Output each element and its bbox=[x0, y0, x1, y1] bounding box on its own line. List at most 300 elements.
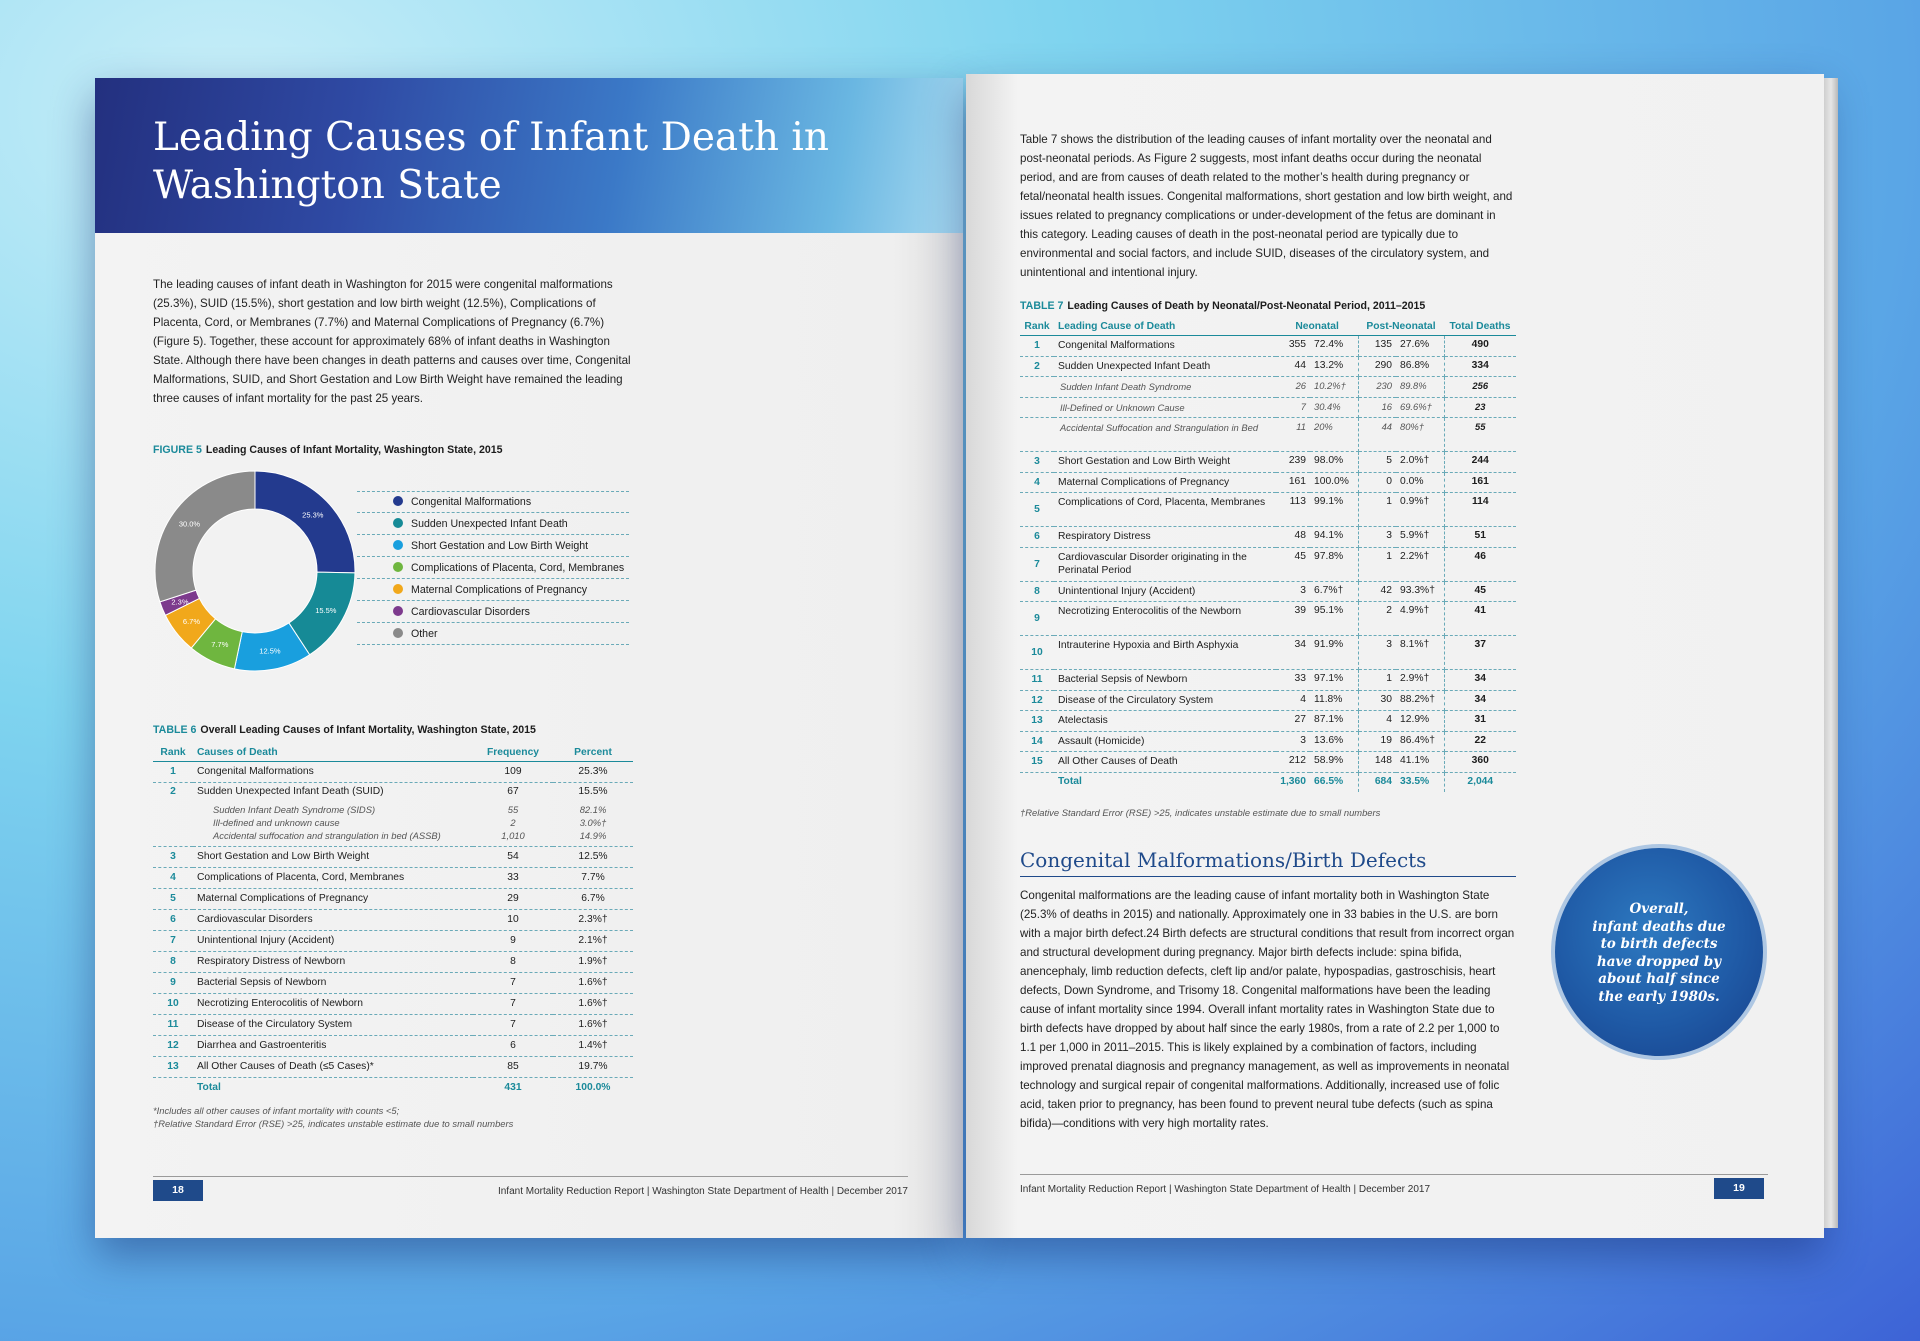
cause-cell: Respiratory Distress bbox=[1054, 527, 1276, 548]
page-number: 18 bbox=[153, 1180, 203, 1201]
cause-cell: Short Gestation and Low Birth Weight bbox=[1054, 452, 1276, 473]
rank-cell: 13 bbox=[1020, 711, 1054, 732]
total-percent: 100.0% bbox=[575, 1082, 611, 1094]
total-deaths: 22 bbox=[1444, 731, 1516, 752]
neonatal-percent: 20% bbox=[1310, 418, 1358, 452]
total-neonatal-percent: 66.5% bbox=[1310, 772, 1358, 792]
cause-cell: All Other Causes of Death (≤5 Cases)* bbox=[193, 1057, 473, 1078]
rank-cell: 15 bbox=[1020, 752, 1054, 773]
slice-label: 2.3% bbox=[171, 597, 189, 607]
total-deaths: 51 bbox=[1444, 527, 1516, 548]
table-row bbox=[153, 973, 633, 994]
table-row bbox=[1020, 752, 1516, 773]
postneonatal-percent: 89.8% bbox=[1396, 377, 1444, 398]
neonatal-count: 44 bbox=[1276, 356, 1310, 377]
neonatal-count: 113 bbox=[1276, 493, 1310, 527]
table-row bbox=[153, 889, 633, 910]
footer-rule bbox=[1020, 1174, 1768, 1175]
frequency-cell: 1,010 bbox=[473, 829, 553, 847]
rank-cell bbox=[153, 829, 193, 847]
cause-cell: Ill-defined and unknown cause bbox=[213, 817, 340, 829]
table-subrow bbox=[153, 829, 633, 847]
table-row bbox=[1020, 581, 1516, 602]
table-row bbox=[1020, 377, 1516, 398]
table-row bbox=[153, 1015, 633, 1036]
percent-cell: 15.5% bbox=[578, 786, 608, 797]
legend-swatch bbox=[393, 562, 403, 572]
rank-cell: 4 bbox=[153, 868, 193, 889]
legend-swatch bbox=[393, 518, 403, 528]
neonatal-count: 7 bbox=[1276, 397, 1310, 418]
neonatal-percent: 58.9% bbox=[1310, 752, 1358, 773]
postneonatal-percent: 27.6% bbox=[1396, 336, 1444, 357]
neonatal-percent: 100.0% bbox=[1310, 472, 1358, 493]
table-row bbox=[1020, 636, 1516, 670]
rank-cell: 7 bbox=[153, 931, 193, 952]
neonatal-percent: 13.6% bbox=[1310, 731, 1358, 752]
neonatal-count: 34 bbox=[1276, 636, 1310, 670]
legend-item bbox=[357, 579, 629, 601]
table-row bbox=[153, 762, 633, 783]
rank-cell: 2 bbox=[170, 786, 176, 797]
neonatal-percent: 95.1% bbox=[1310, 602, 1358, 636]
frequency-cell: 29 bbox=[473, 889, 553, 910]
cause-cell: Bacterial Sepsis of Newborn bbox=[1054, 670, 1276, 691]
percent-cell: 3.0%† bbox=[579, 817, 607, 829]
rank-cell bbox=[153, 816, 193, 829]
table-row bbox=[1020, 670, 1516, 691]
neonatal-count: 45 bbox=[1276, 547, 1310, 581]
percent-cell: 19.7% bbox=[553, 1057, 633, 1078]
frequency-cell: 8 bbox=[473, 952, 553, 973]
slice-label: 25.3% bbox=[302, 510, 324, 520]
figure-title: Leading Causes of Infant Mortality, Washington State, 2015 bbox=[205, 444, 503, 456]
cause-cell: Maternal Complications of Pregnancy bbox=[193, 889, 473, 910]
neonatal-percent: 30.4% bbox=[1310, 397, 1358, 418]
section-heading: Congenital Malformations/Birth Defects bbox=[1020, 848, 1516, 877]
neonatal-percent: 97.8% bbox=[1310, 547, 1358, 581]
total-label: Total bbox=[1058, 775, 1082, 787]
column-header: Frequency bbox=[473, 744, 553, 762]
total-deaths: 114 bbox=[1444, 493, 1516, 527]
rank-cell: 12 bbox=[1020, 690, 1054, 711]
rank-cell bbox=[153, 803, 193, 816]
legend-label: Other bbox=[411, 628, 438, 640]
table-row bbox=[1020, 690, 1516, 711]
postneonatal-count: 135 bbox=[1358, 336, 1396, 357]
callout-line: Overall, bbox=[1629, 901, 1689, 917]
postneonatal-count: 0 bbox=[1358, 472, 1396, 493]
table-row bbox=[153, 847, 633, 868]
column-header: Neonatal bbox=[1276, 318, 1358, 336]
cause-cell: Cardiovascular Disorders bbox=[193, 910, 473, 931]
neonatal-percent: 10.2%† bbox=[1310, 377, 1358, 398]
table-row bbox=[153, 1036, 633, 1057]
table7-label bbox=[1020, 300, 1425, 312]
figure-number: FIGURE 5 bbox=[153, 444, 202, 456]
rank-cell: 14 bbox=[1020, 731, 1054, 752]
rank-cell: 5 bbox=[1020, 493, 1054, 527]
rank-cell: 8 bbox=[153, 952, 193, 973]
rank-cell: 9 bbox=[153, 973, 193, 994]
total-deaths: 34 bbox=[1444, 690, 1516, 711]
neonatal-count: 212 bbox=[1276, 752, 1310, 773]
legend-item bbox=[357, 623, 629, 645]
postneonatal-count: 16 bbox=[1358, 397, 1396, 418]
total-deaths: 161 bbox=[1444, 472, 1516, 493]
cause-cell: All Other Causes of Death bbox=[1054, 752, 1276, 773]
title-banner bbox=[95, 78, 963, 233]
total-deaths: 41 bbox=[1444, 602, 1516, 636]
postneonatal-count: 44 bbox=[1358, 418, 1396, 452]
rank-cell: 7 bbox=[1020, 547, 1054, 581]
postneonatal-count: 30 bbox=[1358, 690, 1396, 711]
neonatal-count: 4 bbox=[1276, 690, 1310, 711]
neonatal-count: 27 bbox=[1276, 711, 1310, 732]
rank-cell: 6 bbox=[1020, 527, 1054, 548]
table7-title: Leading Causes of Death by Neonatal/Post-Neonatal Period, 2011–2015 bbox=[1067, 300, 1426, 312]
column-header: Causes of Death bbox=[193, 744, 473, 762]
total-deaths: 2,044 bbox=[1467, 775, 1494, 787]
rank-cell: 10 bbox=[1020, 636, 1054, 670]
cause-cell: Bacterial Sepsis of Newborn bbox=[193, 973, 473, 994]
frequency-cell: 109 bbox=[473, 762, 553, 783]
column-header: Total Deaths bbox=[1444, 318, 1516, 336]
neonatal-count: 355 bbox=[1276, 336, 1310, 357]
legend-item bbox=[357, 513, 629, 535]
table-row bbox=[153, 994, 633, 1015]
frequency-cell: 85 bbox=[473, 1057, 553, 1078]
legend-swatch bbox=[393, 540, 403, 550]
frequency-cell: 6 bbox=[473, 1036, 553, 1057]
cause-cell: Disease of the Circulatory System bbox=[1054, 690, 1276, 711]
neonatal-percent: 13.2% bbox=[1310, 356, 1358, 377]
table6 bbox=[153, 744, 633, 1098]
table-row bbox=[1020, 397, 1516, 418]
cause-cell: Sudden Infant Death Syndrome bbox=[1054, 377, 1276, 398]
frequency-cell: 10 bbox=[473, 910, 553, 931]
percent-cell: 1.9%† bbox=[553, 952, 633, 973]
total-postneonatal: 684 bbox=[1374, 775, 1392, 787]
callout-line: to birth defects bbox=[1600, 936, 1718, 952]
running-footer: Infant Mortality Reduction Report | Washington State Department of Health | December 2017 bbox=[1020, 1184, 1431, 1195]
table-row bbox=[1020, 711, 1516, 732]
table6-label bbox=[153, 724, 536, 736]
postneonatal-count: 1 bbox=[1358, 670, 1396, 691]
legend-swatch bbox=[393, 628, 403, 638]
rank-cell: 11 bbox=[153, 1015, 193, 1036]
table-row bbox=[1020, 527, 1516, 548]
rank-cell: 3 bbox=[1020, 452, 1054, 473]
postneonatal-count: 19 bbox=[1358, 731, 1396, 752]
footnote-1: *Includes all other causes of infant mortality with counts <5; bbox=[153, 1105, 400, 1116]
cause-cell: Congenital Malformations bbox=[1054, 336, 1276, 357]
legend-label: Short Gestation and Low Birth Weight bbox=[411, 540, 589, 552]
rank-cell: 12 bbox=[153, 1036, 193, 1057]
postneonatal-count: 5 bbox=[1358, 452, 1396, 473]
rank-cell: 11 bbox=[1020, 670, 1054, 691]
frequency-cell: 7 bbox=[473, 1015, 553, 1036]
cause-cell: Unintentional Injury (Accident) bbox=[193, 931, 473, 952]
cause-cell: Respiratory Distress of Newborn bbox=[193, 952, 473, 973]
postneonatal-count: 290 bbox=[1358, 356, 1396, 377]
frequency-cell: 2 bbox=[510, 817, 516, 829]
table-subrow bbox=[153, 816, 633, 829]
postneonatal-percent: 69.6%† bbox=[1396, 397, 1444, 418]
cause-cell: Maternal Complications of Pregnancy bbox=[1054, 472, 1276, 493]
percent-cell: 1.6%† bbox=[553, 1015, 633, 1036]
postneonatal-percent: 86.8% bbox=[1396, 356, 1444, 377]
total-deaths: 55 bbox=[1444, 418, 1516, 452]
table6-number: TABLE 6 bbox=[153, 724, 197, 736]
postneonatal-count: 3 bbox=[1358, 527, 1396, 548]
right-intro-paragraph: Table 7 shows the distribution of the leading causes of infant mortality over the neonatal and post-neonatal periods. As Figure 2 suggests, most infant deaths occur during the neonatal period, and are from causes of death related to the mother’s health during pregnancy or fetal/neonatal health issues. Congenital malformations, short gestation and low birth weight, and issues related to pregnancy complications or under-development of the fetus are dominant in this category. Leading causes of death in the post-neonatal period are typically due to environmental and social factors, and include SUID, diseases of the circulatory system, and unintentional and intentional injury. bbox=[1020, 133, 1513, 279]
neonatal-count: 161 bbox=[1276, 472, 1310, 493]
total-frequency: 431 bbox=[504, 1082, 522, 1094]
postneonatal-percent: 0.0% bbox=[1396, 472, 1444, 493]
legend-swatch bbox=[393, 496, 403, 506]
intro-paragraph: The leading causes of infant death in Washington for 2015 were congenital malformations (25.3%), SUID (15.5%), short gestation and low birth weight (12.5%), Complications of Placenta, Cord, or Membranes (7.7%) and Maternal Complications of Pregnancy (6.7%) (Figure 5). Together, these account for approximately 68% of infant deaths in Washington State. Although there have been changes in death patterns and causes over time, Congenital Malformations, SUID, and Short Gestation and Low Birth Weight have remained the leading three causes of infant mortality for the past 25 years. bbox=[153, 278, 631, 405]
postneonatal-count: 148 bbox=[1358, 752, 1396, 773]
rank-cell: 2 bbox=[1020, 356, 1054, 377]
cause-cell: Accidental Suffocation and Strangulation in Bed bbox=[1054, 418, 1276, 452]
neonatal-percent: 98.0% bbox=[1310, 452, 1358, 473]
cause-cell: Complications of Cord, Placenta, Membranes bbox=[1054, 493, 1276, 527]
rank-cell: 6 bbox=[153, 910, 193, 931]
total-deaths: 244 bbox=[1444, 452, 1516, 473]
neonatal-count: 39 bbox=[1276, 602, 1310, 636]
slice-label: 30.0% bbox=[178, 519, 201, 529]
postneonatal-count: 230 bbox=[1358, 377, 1396, 398]
left-page bbox=[95, 78, 963, 1238]
neonatal-count: 239 bbox=[1276, 452, 1310, 473]
table-row bbox=[1020, 452, 1516, 473]
cause-cell: Unintentional Injury (Accident) bbox=[1054, 581, 1276, 602]
neonatal-percent: 94.1% bbox=[1310, 527, 1358, 548]
slice-label: 6.7% bbox=[182, 617, 201, 627]
percent-cell: 1.4%† bbox=[553, 1036, 633, 1057]
total-deaths: 256 bbox=[1444, 377, 1516, 398]
rank-cell: 1 bbox=[1020, 336, 1054, 357]
cause-cell: Short Gestation and Low Birth Weight bbox=[193, 847, 473, 868]
postneonatal-percent: 2.2%† bbox=[1396, 547, 1444, 581]
table-row bbox=[153, 931, 633, 952]
legend-swatch bbox=[393, 584, 403, 594]
neonatal-percent: 99.1% bbox=[1310, 493, 1358, 527]
postneonatal-percent: 12.9% bbox=[1396, 711, 1444, 732]
cause-cell: Assault (Homicide) bbox=[1054, 731, 1276, 752]
percent-cell: 25.3% bbox=[553, 762, 633, 783]
legend-swatch bbox=[393, 606, 403, 616]
donut-slice bbox=[155, 471, 255, 602]
cause-cell: Sudden Infant Death Syndrome (SIDS) bbox=[213, 804, 376, 816]
callout-bubble bbox=[1555, 848, 1763, 1056]
neonatal-percent: 97.1% bbox=[1310, 670, 1358, 691]
rank-cell bbox=[1020, 418, 1054, 452]
legend-item bbox=[357, 535, 629, 557]
footer-rule bbox=[153, 1176, 908, 1177]
footnote-2: †Relative Standard Error (RSE) >25, indicates unstable estimate due to small numbers bbox=[153, 1118, 514, 1129]
neonatal-percent: 72.4% bbox=[1310, 336, 1358, 357]
table-row bbox=[1020, 356, 1516, 377]
percent-cell: 1.6%† bbox=[553, 973, 633, 994]
postneonatal-count: 42 bbox=[1358, 581, 1396, 602]
cause-cell: Sudden Unexpected Infant Death (SUID) bbox=[197, 786, 384, 797]
callout-line: have dropped by bbox=[1596, 953, 1722, 970]
postneonatal-percent: 86.4%† bbox=[1396, 731, 1444, 752]
neonatal-count: 3 bbox=[1276, 731, 1310, 752]
column-header: Percent bbox=[553, 744, 633, 762]
postneonatal-percent: 4.9%† bbox=[1396, 602, 1444, 636]
table-row bbox=[153, 952, 633, 973]
table-row bbox=[1020, 418, 1516, 452]
neonatal-count: 33 bbox=[1276, 670, 1310, 691]
legend-item bbox=[357, 557, 629, 579]
table-row bbox=[1020, 602, 1516, 636]
rank-cell: 8 bbox=[1020, 581, 1054, 602]
figure-label bbox=[153, 444, 503, 456]
table-row bbox=[1020, 336, 1516, 357]
page-title: Leading Causes of Infant Death in Washington State bbox=[153, 115, 829, 208]
rank-cell: 3 bbox=[153, 847, 193, 868]
donut-slice bbox=[255, 471, 355, 573]
table-row bbox=[153, 1057, 633, 1078]
callout-line: infant deaths due bbox=[1592, 918, 1726, 935]
percent-cell: 2.3%† bbox=[553, 910, 633, 931]
percent-cell: 7.7% bbox=[553, 868, 633, 889]
table-row bbox=[1020, 472, 1516, 493]
cause-cell: Complications of Placenta, Cord, Membranes bbox=[193, 868, 473, 889]
percent-cell: 14.9% bbox=[553, 829, 633, 847]
table-row bbox=[153, 910, 633, 931]
frequency-cell: 55 bbox=[507, 804, 519, 816]
total-deaths: 334 bbox=[1444, 356, 1516, 377]
slice-label: 12.5% bbox=[259, 646, 281, 656]
percent-cell: 2.1%† bbox=[553, 931, 633, 952]
postneonatal-count: 1 bbox=[1358, 547, 1396, 581]
neonatal-count: 3 bbox=[1276, 581, 1310, 602]
cause-cell: Ill-Defined or Unknown Cause bbox=[1054, 397, 1276, 418]
section-paragraph: Congenital malformations are the leading cause of infant mortality both in Washington State (25.3% of deaths in 2015) and nationally. Approximately one in 33 babies in the U.S. are born with a major birth defect.24 Birth defects are structural conditions that result from incorrect organ and structural development during pregnancy. Major birth defects include: spina bifida, anencephaly, limb reduction defects, cleft lip and/or palate, hypospadias, gastroschisis, heart defects, Down Syndrome, and Trisomy 18. Congenital malformations have been the leading cause of infant mortality since 1994. Overall infant mortality rates in Washington State due to birth defects have dropped by about half since the early 1980s, from a rate of 2.2 per 1,000 to 1.1 per 1,000 in 2011–2015. This is likely explained by a combination of factors, including improved prenatal diagnosis and pregnancy management, as well as improvements in neonatal technology and surgical repair of congenital malformations. Additionally, increased use of folic acid, taken prior to pregnancy, has been found to prevent neural tube defects (such as spina bifida)—conditions with very high mortality rates. bbox=[1020, 889, 1515, 1130]
donut-chart bbox=[150, 466, 360, 676]
postneonatal-count: 3 bbox=[1358, 636, 1396, 670]
frequency-cell: 7 bbox=[473, 973, 553, 994]
table-row bbox=[153, 783, 633, 804]
total-deaths: 360 bbox=[1444, 752, 1516, 773]
rank-cell bbox=[1020, 772, 1054, 792]
rank-cell: 13 bbox=[153, 1057, 193, 1078]
table-subrow bbox=[153, 803, 633, 816]
cause-cell: Disease of the Circulatory System bbox=[193, 1015, 473, 1036]
postneonatal-count: 4 bbox=[1358, 711, 1396, 732]
total-deaths: 37 bbox=[1444, 636, 1516, 670]
column-header: Post-Neonatal bbox=[1358, 318, 1444, 336]
table-row bbox=[153, 868, 633, 889]
cause-cell: Congenital Malformations bbox=[193, 762, 473, 783]
total-neonatal: 1,360 bbox=[1280, 775, 1306, 787]
total-deaths: 34 bbox=[1444, 670, 1516, 691]
legend-label: Complications of Placenta, Cord, Membranes bbox=[411, 562, 625, 574]
cause-cell: Cardiovascular Disorder originating in the Perinatal Period bbox=[1054, 547, 1276, 581]
frequency-cell: 67 bbox=[507, 786, 519, 797]
frequency-cell: 54 bbox=[473, 847, 553, 868]
total-label: Total bbox=[197, 1082, 221, 1094]
legend-label: Congenital Malformations bbox=[411, 496, 532, 508]
rank-cell: 4 bbox=[1020, 472, 1054, 493]
slice-label: 7.7% bbox=[211, 639, 229, 649]
rank-cell bbox=[1020, 397, 1054, 418]
postneonatal-percent: 8.1%† bbox=[1396, 636, 1444, 670]
rank-cell: 1 bbox=[153, 762, 193, 783]
postneonatal-percent: 93.3%† bbox=[1396, 581, 1444, 602]
total-row bbox=[1020, 772, 1516, 792]
right-page bbox=[966, 74, 1824, 1238]
callout-line: about half since bbox=[1598, 971, 1720, 987]
slice-label: 15.5% bbox=[315, 606, 337, 616]
total-deaths: 45 bbox=[1444, 581, 1516, 602]
rank-cell: 9 bbox=[1020, 602, 1054, 636]
postneonatal-percent: 2.0%† bbox=[1396, 452, 1444, 473]
postneonatal-count: 2 bbox=[1358, 602, 1396, 636]
legend-label: Cardiovascular Disorders bbox=[411, 606, 530, 618]
table6-title: Overall Leading Causes of Infant Mortality, Washington State, 2015 bbox=[200, 724, 536, 736]
column-header: Rank bbox=[1020, 318, 1054, 336]
cause-cell: Diarrhea and Gastroenteritis bbox=[193, 1036, 473, 1057]
cause-cell: Sudden Unexpected Infant Death bbox=[1054, 356, 1276, 377]
neonatal-percent: 87.1% bbox=[1310, 711, 1358, 732]
cause-cell: Intrauterine Hypoxia and Birth Asphyxia bbox=[1054, 636, 1276, 670]
rank-cell bbox=[153, 1078, 193, 1099]
postneonatal-percent: 88.2%† bbox=[1396, 690, 1444, 711]
table-row bbox=[1020, 731, 1516, 752]
percent-cell: 12.5% bbox=[553, 847, 633, 868]
column-header: Leading Cause of Death bbox=[1054, 318, 1276, 336]
table7 bbox=[1020, 318, 1516, 792]
postneonatal-count: 1 bbox=[1358, 493, 1396, 527]
callout-line: the early 1980s. bbox=[1598, 988, 1720, 1005]
table-row bbox=[1020, 547, 1516, 581]
cause-cell: Accidental suffocation and strangulation in bed (ASSB) bbox=[193, 829, 473, 847]
legend-item bbox=[357, 601, 629, 623]
rank-cell bbox=[1020, 377, 1054, 398]
postneonatal-percent: 0.9%† bbox=[1396, 493, 1444, 527]
neonatal-count: 26 bbox=[1276, 377, 1310, 398]
postneonatal-percent: 41.1% bbox=[1396, 752, 1444, 773]
total-deaths: 490 bbox=[1444, 336, 1516, 357]
cause-cell: Atelectasis bbox=[1054, 711, 1276, 732]
cause-cell: Necrotizing Enterocolitis of the Newborn bbox=[1054, 602, 1276, 636]
rank-cell: 5 bbox=[153, 889, 193, 910]
postneonatal-percent: 2.9%† bbox=[1396, 670, 1444, 691]
neonatal-percent: 6.7%† bbox=[1310, 581, 1358, 602]
table7-footnote: †Relative Standard Error (RSE) >25, indicates unstable estimate due to small numbers bbox=[1020, 807, 1381, 818]
neonatal-percent: 11.8% bbox=[1310, 690, 1358, 711]
postneonatal-percent: 80%† bbox=[1396, 418, 1444, 452]
frequency-cell: 9 bbox=[473, 931, 553, 952]
column-header: Rank bbox=[153, 744, 193, 762]
percent-cell: 82.1% bbox=[579, 804, 607, 816]
legend-label: Sudden Unexpected Infant Death bbox=[411, 518, 568, 530]
total-row bbox=[153, 1078, 633, 1099]
frequency-cell: 7 bbox=[473, 994, 553, 1015]
table-row bbox=[1020, 493, 1516, 527]
cause-cell: Necrotizing Enterocolitis of Newborn bbox=[193, 994, 473, 1015]
rank-cell: 10 bbox=[153, 994, 193, 1015]
neonatal-percent: 91.9% bbox=[1310, 636, 1358, 670]
neonatal-count: 48 bbox=[1276, 527, 1310, 548]
percent-cell: 1.6%† bbox=[553, 994, 633, 1015]
postneonatal-percent: 5.9%† bbox=[1396, 527, 1444, 548]
